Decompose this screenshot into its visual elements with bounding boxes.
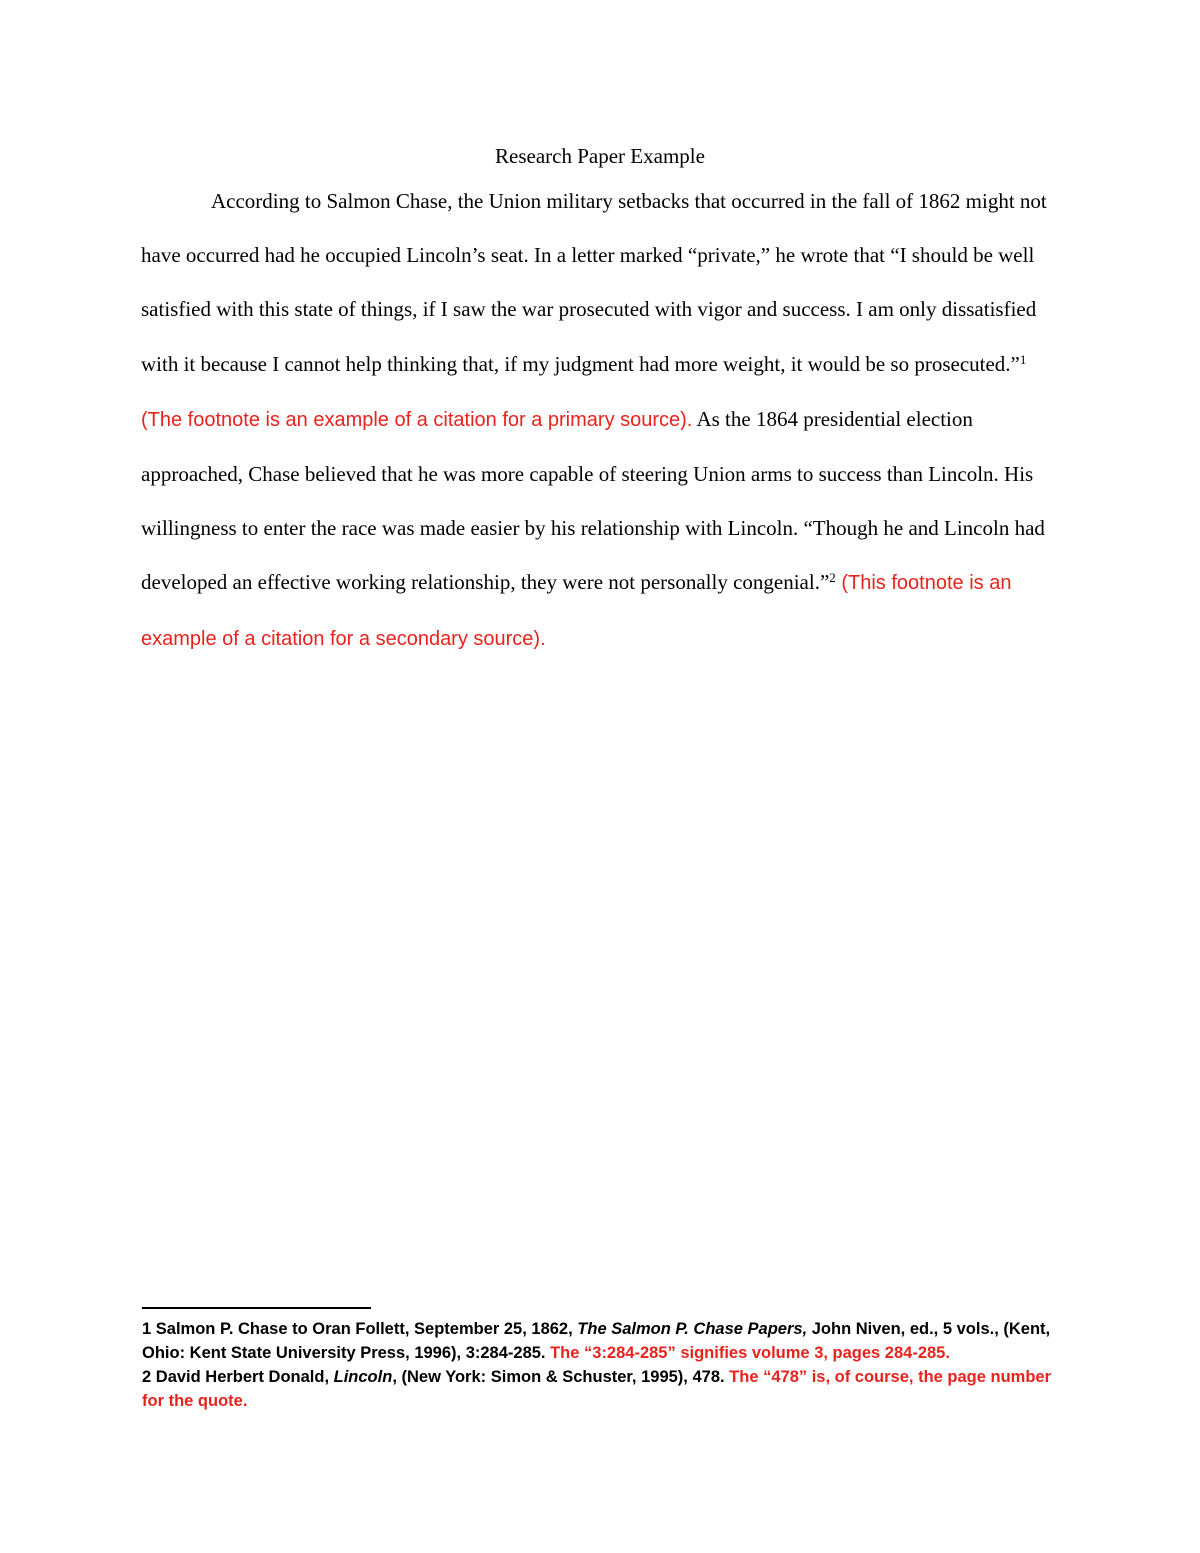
footnote-text: Salmon P. Chase to Oran Follett, September 25, 1862, [151, 1320, 578, 1338]
footnote-separator [142, 1307, 371, 1309]
body-paragraph [141, 174, 1059, 666]
footnote-reference-1[interactable]: 1 [1019, 351, 1027, 367]
primary-source-annotation: (The footnote is an example of a citation for a primary source). [141, 408, 693, 431]
footnote-text: , (New York: Simon & Schuster, 1995), 478. [392, 1368, 730, 1386]
footnote-2 [142, 1365, 1062, 1413]
secondary-source-annotation: (This footnote is an example of a citation for a secondary source). [141, 572, 1012, 650]
footnote-text: David Herbert Donald, [151, 1368, 334, 1386]
footnote-number: 2 [142, 1368, 152, 1386]
footnote-reference-2[interactable]: 2 [829, 570, 836, 586]
page-title: Research Paper Example [495, 144, 705, 168]
footnote-annotation: The “478” is, of course, the page number for the quote. [142, 1368, 1052, 1410]
footnote-book-title: The Salmon P. Chase Papers, [577, 1320, 808, 1338]
footnote-annotation: The “3:284-285” signifies volume 3, pages 284-285. [550, 1344, 950, 1362]
footnote-1 [142, 1317, 1062, 1365]
body-text-segment-1: According to Salmon Chase, the Union military setbacks that occurred in the fall of 1862 might not have occurred had he occupied Lincoln’s seat. In a letter marked “private,” he wrote that “I should be well satisfied with this state of things, if I saw the war prosecuted with vigor and success. I am only dissatisfied with it because I cannot help thinking that, if my judgment had more weight, it would be so prosecuted.” [141, 189, 1047, 376]
body-text-segment-2: As the 1864 presidential election approached, Chase believed that he was more capable of steering Union arms to success than Lincoln. His willingness to enter the race was made easier by his relationship with Lincoln. “Though he and Lincoln had developed an effective working relationship, they were not personally congenial.” [141, 406, 1045, 595]
footnote-text: John Niven, ed., 5 vols., (Kent, Ohio: Kent State University Press, 1996), 3:284-285. [142, 1320, 1051, 1362]
footnotes-section [142, 1317, 1062, 1413]
footnote-book-title: Lincoln [333, 1368, 393, 1386]
footnote-number: 1 [142, 1320, 152, 1338]
